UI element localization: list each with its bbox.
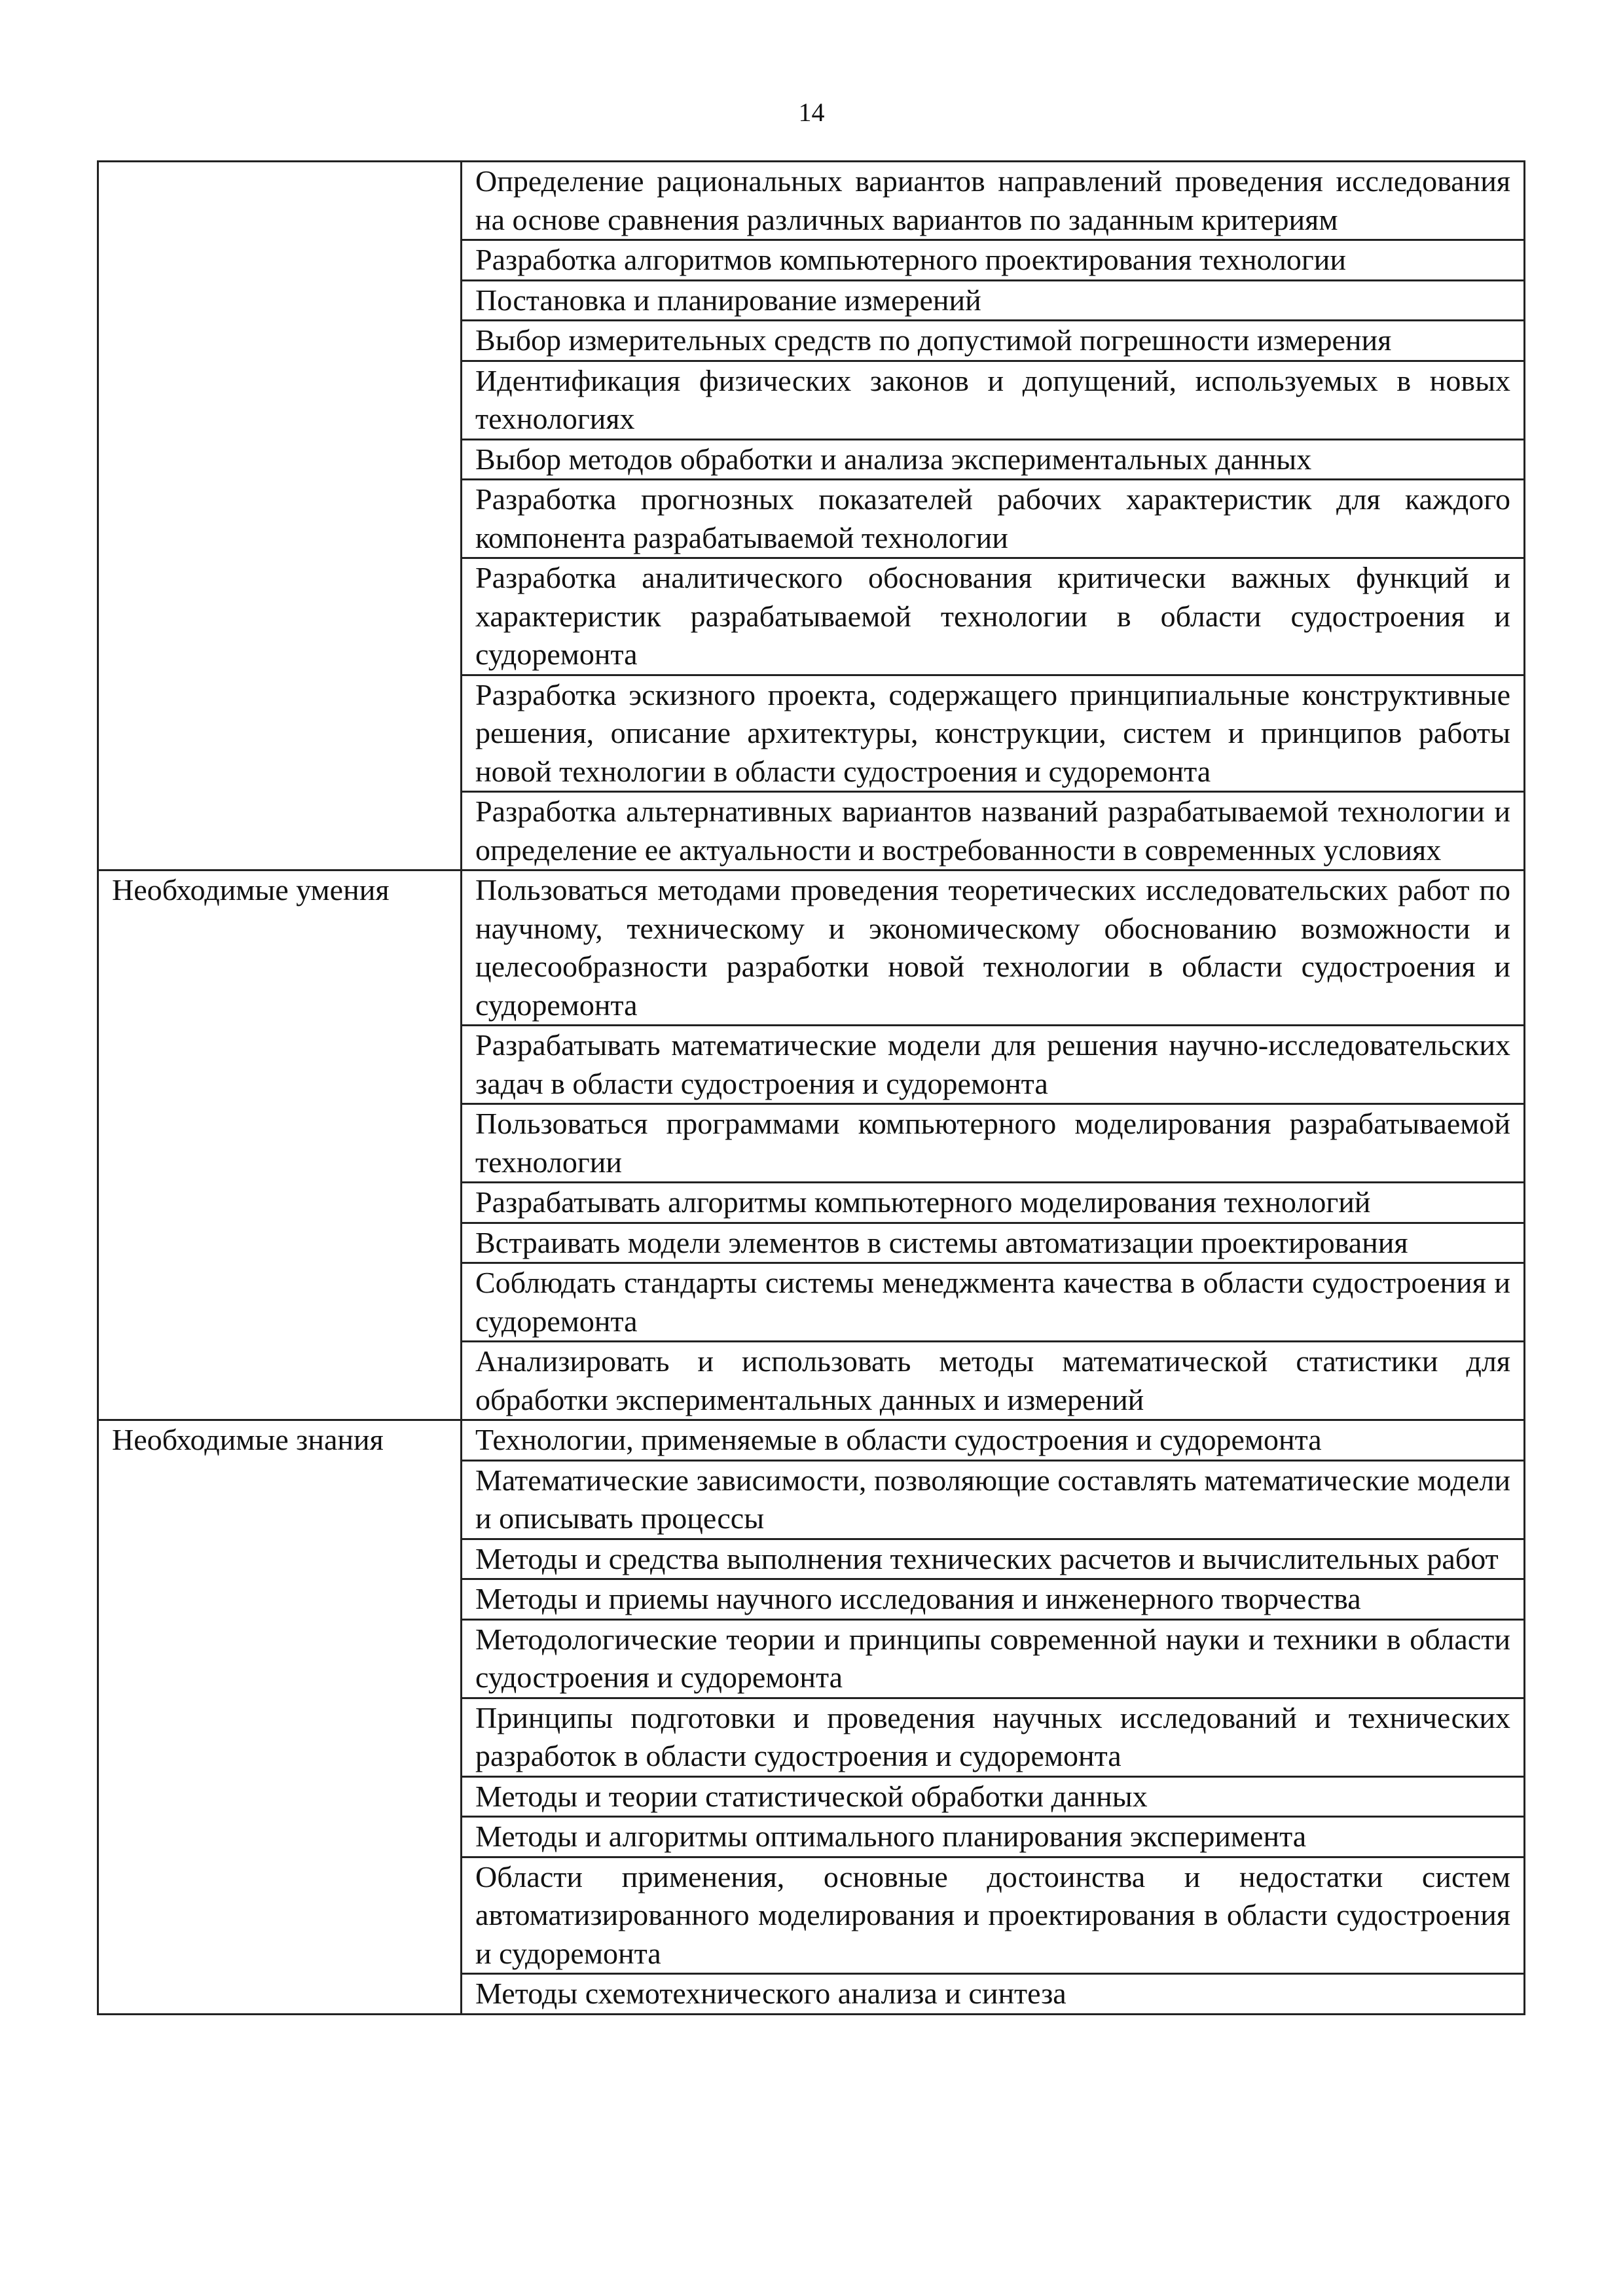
table-cell-item: Выбор методов обработки и анализа экспериментальных данных <box>462 439 1525 480</box>
table-cell-item: Постановка и планирование измерений <box>462 280 1525 321</box>
table-cell-item: Анализировать и использовать методы математической статистики для обработки экспериментальных данных и измерений <box>462 1342 1525 1420</box>
table-cell-item: Методы и средства выполнения технических расчетов и вычислительных работ <box>462 1539 1525 1579</box>
table-cell-item: Методологические теории и принципы современной науки и техники в области судостроения и судоремонта <box>462 1619 1525 1698</box>
table-cell-item: Области применения, основные достоинства и недостатки систем автоматизированного моделирования и проектирования в области судостроения и судоремонта <box>462 1857 1525 1974</box>
table-cell-item: Разработка эскизного проекта, содержащего принципиальные конструктивные решения, описание архитектуры, конструкции, систем и принципов работы новой технологии в области судостроения и судоремонта <box>462 675 1525 792</box>
table-cell-item: Методы и приемы научного исследования и инженерного творчества <box>462 1579 1525 1620</box>
table-cell-item: Методы схемотехнического анализа и синтеза <box>462 1974 1525 2015</box>
table-cell-item: Принципы подготовки и проведения научных исследований и технических разработок в области судостроения и судоремонта <box>462 1698 1525 1776</box>
table-cell-item: Методы и теории статистической обработки данных <box>462 1776 1525 1817</box>
table-cell-item: Разработка аналитического обоснования критически важных функций и характеристик разрабатываемой технологии в области судостроения и судоремонта <box>462 558 1525 675</box>
table-cell-item: Встраивать модели элементов в системы автоматизации проектирования <box>462 1223 1525 1263</box>
table-cell-item: Разработка алгоритмов компьютерного проектирования технологии <box>462 240 1525 281</box>
table-cell-item: Соблюдать стандарты системы менеджмента качества в области судостроения и судоремонта <box>462 1263 1525 1342</box>
table-row <box>98 870 1525 1026</box>
requirements-table <box>97 160 1525 2015</box>
table-cell-item: Разработка прогнозных показателей рабочих характеристик для каждого компонента разрабатываемой технологии <box>462 480 1525 558</box>
table-cell-item: Пользоваться методами проведения теоретических исследовательских работ по научному, техническому и экономическому обоснованию возможности и целесообразности разработки новой технологии в области судостроения и судоремонта <box>462 870 1525 1026</box>
table-row <box>98 162 1525 240</box>
table-cell-item: Определение рациональных вариантов направлений проведения исследования на основе сравнения различных вариантов по заданным критериям <box>462 162 1525 240</box>
table-row <box>98 1420 1525 1461</box>
table-cell-item: Методы и алгоритмы оптимального планирования эксперимента <box>462 1817 1525 1857</box>
section-label-skills: Необходимые умения <box>98 870 462 1420</box>
table-cell-item: Выбор измерительных средств по допустимой погрешности измерения <box>462 321 1525 361</box>
table-cell-item: Технологии, применяемые в области судостроения и судоремонта <box>462 1420 1525 1461</box>
table-cell-item: Разрабатывать алгоритмы компьютерного моделирования технологий <box>462 1183 1525 1223</box>
section-label-knowledge: Необходимые знания <box>98 1420 462 2015</box>
table-cell-item: Идентификация физических законов и допущений, используемых в новых технологиях <box>462 361 1525 439</box>
table-cell-item: Разрабатывать математические модели для решения научно-исследовательских задач в области судостроения и судоремонта <box>462 1026 1525 1104</box>
section-label-continued <box>98 162 462 870</box>
table-cell-item: Пользоваться программами компьютерного моделирования разрабатываемой технологии <box>462 1104 1525 1183</box>
table-cell-item: Математические зависимости, позволяющие составлять математические модели и описывать процессы <box>462 1460 1525 1539</box>
page-number: 14 <box>798 98 825 127</box>
table-cell-item: Разработка альтернативных вариантов названий разрабатываемой технологии и определение ее актуальности и востребованности в современных условиях <box>462 792 1525 870</box>
